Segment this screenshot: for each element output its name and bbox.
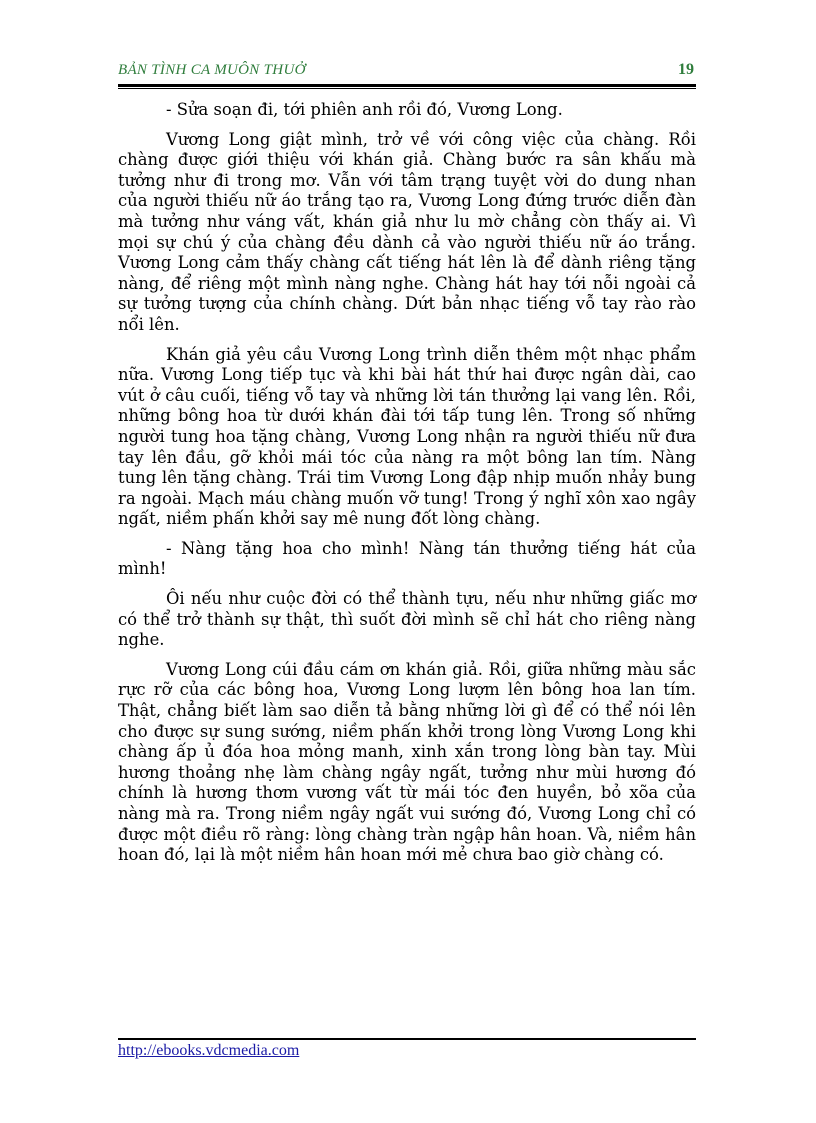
paragraph: Vương Long cúi đầu cám ơn khán giả. Rồi, giữa những màu sắc rực rỡ của các bông hoa, Vương Long lượm lên bông hoa lan tím. Thật, chẳng biết làm sao diễn tả bằng những lời gì để có thể nói lên cho được sự sung sướng, niềm phấn khởi trong lòng Vương Long khi chàng ấp ủ đóa hoa mỏng manh, xinh xắn trong lòng bàn tay. Mùi hương thoảng nhẹ làm chàng ngây ngất, tưởng như mùi hương đó chính là hương thơm vương vất từ mái tóc đen huyền, bỏ xõa của nàng mà ra. Trong niềm ngây ngất vui sướng đó, Vương Long chỉ có được một điều rõ ràng: lòng chàng tràn ngập hân hoan. Và, niềm hân hoan đó, lại là một niềm hân hoan mới mẻ chưa bao giờ chàng có. (118, 659, 696, 865)
book-title: BẢN TÌNH CA MUÔN THUỞ (118, 62, 306, 78)
paragraph: Ôi nếu như cuộc đời có thể thành tựu, nếu như những giấc mơ có thể trở thành sự thật, thì suốt đời mình sẽ chỉ hát cho riêng nàng nghe. (118, 589, 696, 650)
paragraph: Khán giả yêu cầu Vương Long trình diễn thêm một nhạc phẩm nữa. Vương Long tiếp tục và khi bài hát thứ hai được ngân dài, cao vút ở câu cuối, tiếng vỗ tay và những lời tán thưởng lại vang lên. Rồi, những bông hoa từ dưới khán đài tới tấp tung lên. Trong số những người tung hoa tặng chàng, Vương Long nhận ra người thiếu nữ đưa tay lên đầu, gỡ khỏi mái tóc của nàng ra một bông lan tím. Nàng tung lên tặng chàng. Trái tim Vương Long đập nhịp muốn nhảy bung ra ngoài. Mạch máu chàng muốn vỡ tung! Trong ý nghĩ xôn xao ngây ngất, niềm phấn khởi say mê nung đốt lòng chàng. (118, 344, 696, 529)
page-number: 19 (678, 61, 694, 78)
source-link[interactable]: http://ebooks.vdcmedia.com (118, 1042, 300, 1059)
header-divider (118, 84, 696, 87)
paragraph: - Nàng tặng hoa cho mình! Nàng tán thưởng tiếng hát của mình! (118, 538, 696, 579)
header-divider-thin (118, 88, 696, 89)
paragraph: Vương Long giật mình, trở về với công việc của chàng. Rồi chàng được giới thiệu với khán giả. Chàng bước ra sân khấu mà tưởng như đi trong mơ. Vẫn với tâm trạng tuyệt vời do dung nhan của người thiếu nữ áo trắng tạo ra, Vương Long đứng trước diễn đàn mà tưởng như váng vất, khán giả như lu mờ chẳng còn thấy ai. Vì mọi sự chú ý của chàng đều dành cả vào người thiếu nữ áo trắng. Vương Long cảm thấy chàng cất tiếng hát lên là để dành riêng tặng nàng, để riêng một mình nàng nghe. Chàng hát hay tới nỗi ngoài cả sự tưởng tượng của chính chàng. Dứt bản nhạc tiếng vỗ tay rào rào nổi lên. (118, 129, 696, 334)
paragraph: - Sửa soạn đi, tới phiên anh rồi đó, Vương Long. (166, 100, 563, 119)
footer-divider (118, 1038, 696, 1040)
running-header (118, 58, 696, 84)
page-body (118, 100, 696, 875)
